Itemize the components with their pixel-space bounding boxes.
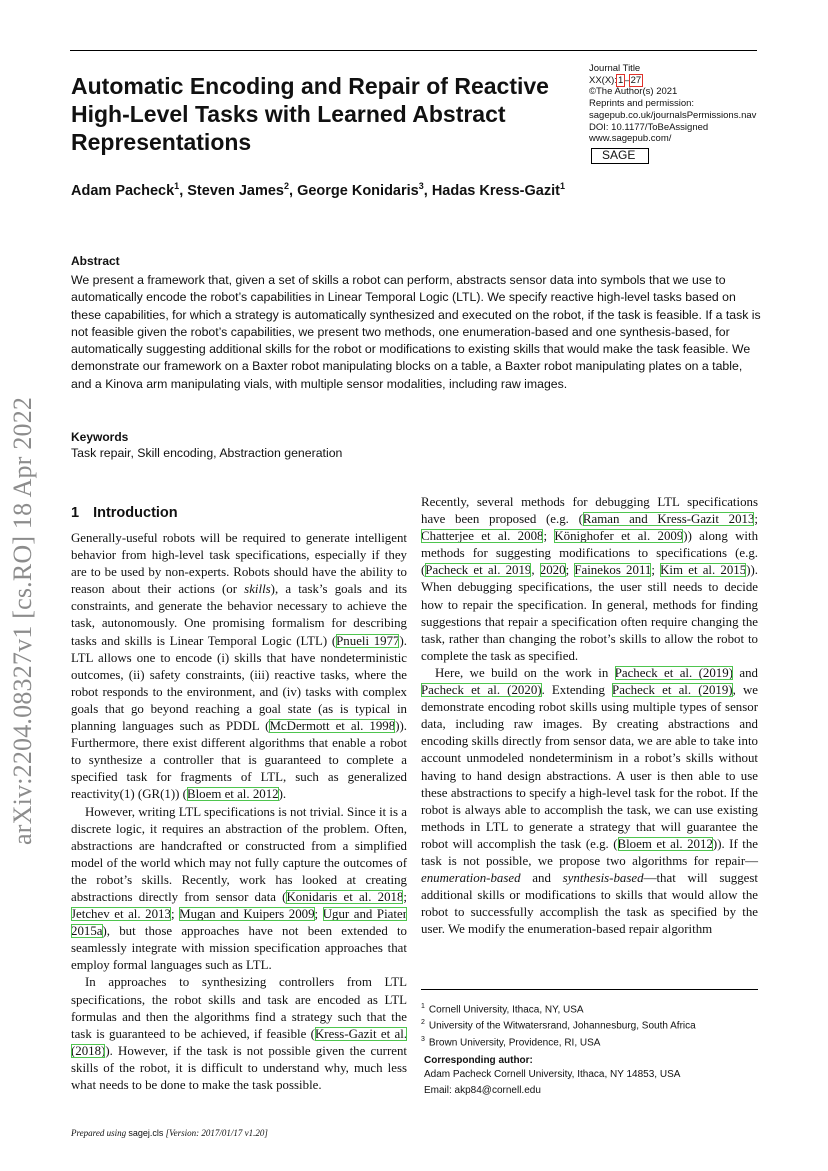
volume-pages: XX(X):1–27 bbox=[589, 74, 642, 86]
affiliation-footnote bbox=[421, 1000, 758, 1016]
citation-link[interactable]: Konidaris et al. 2018 bbox=[286, 889, 404, 904]
citation-link[interactable]: Chatterjee et al. 2008 bbox=[421, 529, 544, 544]
body-paragraph: In approaches to synthesizing controllers from LTL specifications, the robot skills and task are encoded as LTL formulas and then the algorithms find a strategy such that the task is guaranteed to be achieved, if feasible (Kress-Gazit et al. (2018)). However, if the task is not possible given the current skills of the robot, it is difficult to understand why, much less what needs to be done to make the task possible. bbox=[71, 975, 408, 1092]
author-name: Adam Pacheck bbox=[71, 182, 175, 199]
citation-link[interactable]: Pacheck et al. (2020) bbox=[421, 683, 542, 698]
author-affiliation-mark: 3 bbox=[418, 181, 424, 191]
citation-link[interactable]: Raman and Kress-Gazit 2013 bbox=[582, 512, 755, 527]
footnote-text: Cornell University, Ithaca, NY, USA bbox=[428, 1004, 584, 1016]
citation-link[interactable]: Bloem et al. 2012 bbox=[186, 787, 279, 802]
footnote-text: University of the Witwatersrand, Johannesburg, South Africa bbox=[428, 1020, 696, 1032]
left-column bbox=[71, 530, 407, 1094]
section-heading-introduction bbox=[71, 505, 178, 521]
footnote-mark: 1 bbox=[421, 1003, 425, 1010]
sage-logo: SAGE bbox=[591, 148, 649, 164]
corresponding-author-heading: Corresponding author: bbox=[424, 1055, 533, 1066]
author-list bbox=[71, 181, 565, 199]
section-number: 1 bbox=[71, 505, 80, 521]
author-affiliation-mark: 1 bbox=[559, 181, 565, 191]
citation-link[interactable]: Ugur and Piater 2015a bbox=[71, 907, 407, 939]
citation-link[interactable]: Kress-Gazit et al. (2018) bbox=[71, 1026, 408, 1058]
permissions-url: sagepub.co.uk/journalsPermissions.nav bbox=[589, 109, 757, 121]
citation-link[interactable]: Pacheck et al. (2019) bbox=[614, 665, 733, 680]
author-name: Steven James bbox=[187, 182, 284, 199]
page-start-link[interactable]: 1 bbox=[617, 74, 624, 86]
body-paragraph: Here, we build on the work in Pacheck et al. (2019) and Pacheck et al. (2020). Extending Pacheck et al. (2019), we demonstrate encoding robot skills using multiple types of sensor data, including raw images. By creating abstractions and encoding skills directly from sensor data, we are able to take into account unmodeled nondeterminism in a robot’s skills without having to hand design abstractions. A user is then able to use these abstractions to specify a high-level task for the robot. If the robot is always able to accomplish the task, we can use existing methods in LTL to generate a strategy that will guarantee the robot will accomplish the task (e.g. (Bloem et al. 2012)). If the task is not possible, we propose two algorithms for repair—enumeration-based and synthesis-based—that will suggest additional skills or modifications to skills that would allow the robot to successfully accomplish the task as specified by the user. We modify the enumeration-based repair algorithm bbox=[421, 665, 759, 937]
citation-link[interactable]: Pnueli 1977 bbox=[336, 633, 400, 648]
citation-link[interactable]: Mugan and Kuipers 2009 bbox=[179, 907, 315, 922]
body-paragraph: Generally-useful robots will be required to generate intelligent behavior from high-level task specifications, especially if they are to be used by non-experts. Robots should have the ability to reason about their actions (or skills), a task’s goals and its constraints, and generate the behavior necessary to achieve the task, autonomously. One promising formalism for describing tasks and skills is Linear Temporal Logic (LTL) (Pnueli 1977). LTL allows one to encode (i) skills that have nondeterministic outcomes, (ii) safety constraints, (iii) reactive tasks, where the robot responds to the environment, and (iv) tasks with complex goals that go beyond reaching a goal state (as is typical in planning languages such as PDDL (McDermott et al. 1998)). Furthermore, there exist different algorithms that enable a robot to synthesize a controller that is guaranteed to complete a specified task for fragments of LTL, such as generalized reactivity(1) (GR(1)) (Bloem et al. 2012). bbox=[71, 531, 407, 802]
body-paragraph: Recently, several methods for debugging LTL specifications have been proposed (e.g. (Raman and Kress-Gazit 2013; Chatterjee et al. 2008; Könighofer et al. 2009)) along with methods for suggesting modifications to specifications (e.g. (Pacheck et al. 2019, 2020; Fainekos 2011; Kim et al. 2015)). When debugging specifications, the user still needs to decide how to repair the specification. In general, methods for finding suggestions that repair a specification often require changing the task, rather than changing the robot’s skills to allow the robot to complete the task as specified. bbox=[421, 495, 759, 663]
prepared-using-footer: Prepared using sagej.cls [Version: 2017/01/17 v1.20] bbox=[71, 1128, 268, 1138]
citation-link[interactable]: Bloem et al. 2012 bbox=[617, 836, 713, 851]
section-title: Introduction bbox=[93, 505, 178, 521]
citation-link[interactable]: Fainekos 2011 bbox=[574, 563, 652, 578]
affiliation-footnotes bbox=[421, 1000, 758, 1049]
page-end-link[interactable]: 27 bbox=[630, 74, 642, 86]
affiliation-footnote bbox=[421, 1016, 758, 1032]
citation-link[interactable]: Pacheck et al. 2019 bbox=[425, 563, 532, 578]
keywords-text: Task repair, Skill encoding, Abstraction generation bbox=[71, 446, 343, 460]
reprints-label: Reprints and permission: bbox=[589, 98, 695, 110]
footnote-mark: 2 bbox=[421, 1019, 425, 1027]
body-paragraph: However, writing LTL specifications is not trivial. Since it is a discrete logic, it requires an abstraction of the problem. Often, abstractions are handcrafted or constructed from a simplified model of the world which may not fully capture the outcomes of the robot’s skills. Recently, work has looked at creating abstractions directly from sensor data (Konidaris et al. 2018; Jetchev et al. 2013; Mugan and Kuipers 2009; Ugur and Piater 2015a), but those approaches have not been extended to seamlessly integrate with mission specification approaches that employ formal languages such as LTL. bbox=[71, 804, 407, 973]
citation-link[interactable]: 2020 bbox=[539, 563, 566, 578]
author: Steven James$^2$, bbox=[187, 181, 298, 199]
doi: DOI: 10.1177/ToBeAssigned bbox=[589, 121, 709, 133]
footnote-text: Brown University, Providence, RI, USA bbox=[428, 1036, 601, 1048]
citation-link[interactable]: Jetchev et al. 2013 bbox=[71, 907, 171, 922]
affiliation-footnote bbox=[421, 1033, 758, 1049]
footnote-mark: 3 bbox=[421, 1035, 425, 1043]
abstract-text: We present a framework that, given a set of skills a robot can perform, abstracts sensor data into symbols that we use to automatically encode the robot’s capabilities in Linear Temporal Logic (LTL). We specify reactive high-level tasks based on these capabilities, for which a strategy is automatically synthesized and executed on the robot, if the task is feasible. If a task is not feasible given the robot’s capabilities, we present two methods, one enumeration-based and one synthesis-based, for automatically suggesting additional skills for the robot or modifications to existing skills that would make the task feasible. We demonstrate our framework on a Baxter robot manipulating blocks on a table, a Baxter robot manipulating plates on a table, and a Kinova arm manipulating vials, with multiple sensor modalities, including raw images. bbox=[71, 273, 761, 391]
author-name: George Konidaris bbox=[297, 182, 419, 199]
journal-title: Journal Title bbox=[589, 63, 641, 74]
author: Adam Pacheck$^1$, bbox=[71, 181, 188, 199]
citation-link[interactable]: Könighofer et al. 2009 bbox=[554, 529, 684, 544]
top-rule bbox=[70, 50, 757, 51]
arxiv-identifier-stamp: arXiv:2204.08327v1 [cs.RO] 18 Apr 2022 bbox=[8, 396, 37, 845]
citation-link[interactable]: Pacheck et al. (2019) bbox=[612, 683, 733, 698]
publisher-website: www.sagepub.com/ bbox=[589, 133, 672, 145]
citation-link[interactable]: Kim et al. 2015 bbox=[660, 563, 747, 578]
author bbox=[432, 183, 565, 199]
abstract-heading: Abstract bbox=[71, 254, 120, 268]
author-affiliation-mark: 2 bbox=[283, 181, 289, 191]
right-column bbox=[421, 494, 758, 938]
corresponding-author-address: Adam Pacheck Cornell University, Ithaca, NY 14853, USA bbox=[424, 1069, 681, 1080]
author-affiliation-mark: 1 bbox=[174, 181, 180, 191]
author: George Konidaris$^3$, bbox=[297, 181, 432, 199]
class-file-name: sagej.cls bbox=[128, 1128, 164, 1138]
corresponding-author-email: Email: akp84@cornell.edu bbox=[424, 1085, 541, 1096]
author-name: Hadas Kress-Gazit bbox=[431, 182, 560, 199]
keywords-heading: Keywords bbox=[71, 430, 129, 444]
paper-title: Automatic Encoding and Repair of Reactive High-Level Tasks with Learned Abstract Representations bbox=[71, 73, 549, 155]
copyright: ©The Author(s) 2021 bbox=[589, 86, 678, 98]
footnote-rule bbox=[421, 989, 758, 990]
journal-info bbox=[589, 63, 769, 164]
citation-link[interactable]: McDermott et al. 1998 bbox=[269, 719, 396, 734]
